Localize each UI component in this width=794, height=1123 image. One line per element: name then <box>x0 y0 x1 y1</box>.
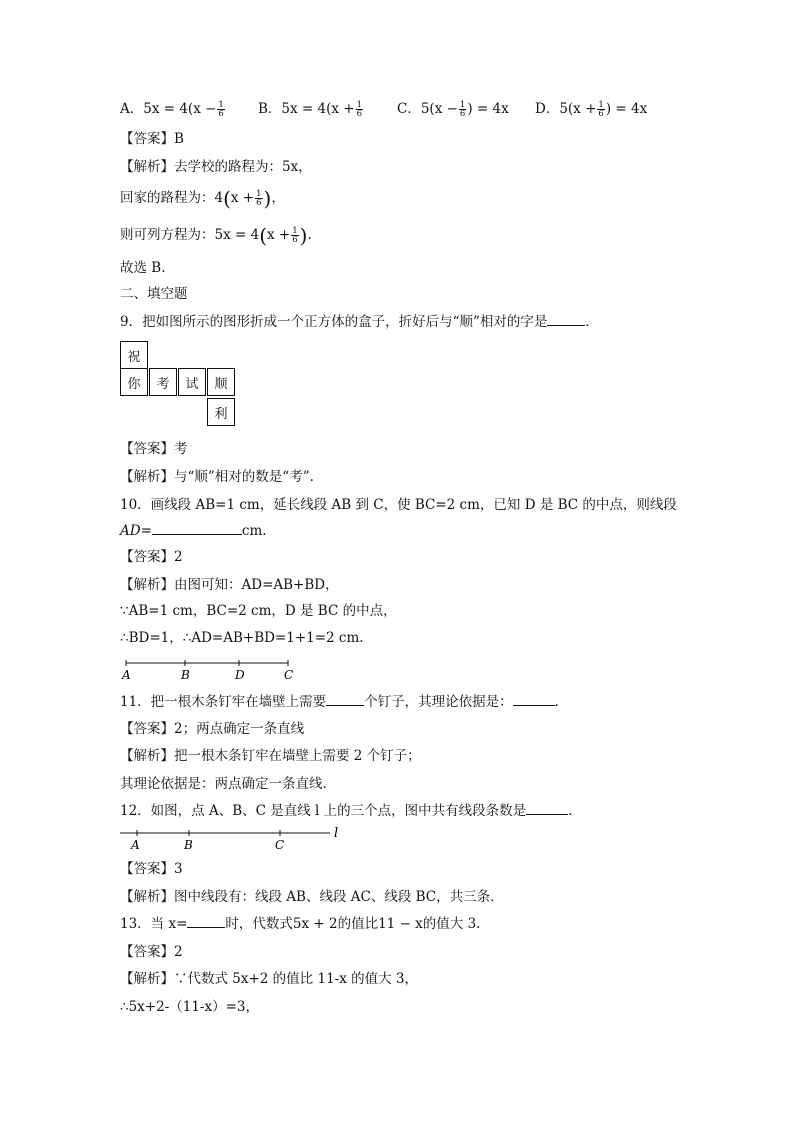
point-label: A <box>131 838 140 852</box>
option-b: B．5x = 4(x + $\frac{1}{6}$ <box>258 100 363 119</box>
q13-analysis-line2: ∴5x+2-（11-x）=3， <box>120 999 260 1015</box>
net-cell: 试 <box>178 368 206 396</box>
q12-stem: 12．如图，点 A、B、C 是直线 l 上的三个点，图中共有线段条数是 ． <box>120 803 582 819</box>
q10-analysis-line3: ∴BD=1，∴AD=AB+BD=1+1=2 cm. <box>120 630 364 646</box>
point-label: B <box>184 838 193 852</box>
fraction: $\frac{1}{6}$ <box>356 100 363 119</box>
section-title: 二、填空题 <box>120 286 188 302</box>
q12-line-figure <box>118 826 348 852</box>
option-a: A．5x = 4(x − $\frac{1}{6}$ <box>120 100 224 119</box>
q8-answer: 【答案】B <box>120 131 184 147</box>
answer-blank <box>526 802 568 815</box>
point-label: B <box>181 668 190 682</box>
q13-stem: 13．当 x= 时，代数式5x + 2的值比11 − x的值大 3. <box>120 916 481 932</box>
q11-stem: 11．把一根木条钉牢在墙壁上需要 个钉子，其理论依据是： ． <box>120 694 569 710</box>
q11-analysis-line2: 其理论依据是：两点确定一条直线． <box>120 776 336 792</box>
q9-stem: 9．把如图所示的图形折成一个正方体的盒子，折好后与“顺”相对的字是 ． <box>120 314 599 330</box>
q10-answer: 【答案】2 <box>120 549 183 565</box>
q10-analysis-line2: ∵AB=1 cm，BC=2 cm，D 是 BC 的中点， <box>120 603 397 619</box>
point-label: C <box>275 838 285 852</box>
q12-answer: 【答案】3 <box>120 861 183 877</box>
q9-analysis: 【解析】与“顺”相对的数是“考”. <box>120 469 314 485</box>
fraction: $\frac{1}{6}$ <box>598 100 604 119</box>
line-label: l <box>334 826 339 841</box>
q8-conclusion: 故选 B. <box>120 260 166 276</box>
point-label: C <box>284 668 294 682</box>
q11-answer: 【答案】2；两点确定一条直线 <box>120 721 305 737</box>
answer-blank <box>152 522 242 535</box>
fraction: $\frac{1}{6}$ <box>459 100 466 119</box>
answer-blank <box>187 915 225 928</box>
q13-answer: 【答案】2 <box>120 944 183 960</box>
net-cell: 顺 <box>207 368 235 396</box>
net-cell: 祝 <box>120 341 148 369</box>
q11-analysis: 【解析】把一根木条钉牢在墙壁上需要 2 个钉子； <box>120 748 421 764</box>
q13-analysis: 【解析】∵代数式 5x+2 的值比 11-x 的值大 3， <box>120 971 419 987</box>
q8-analysis-line2: 回家的路程为：4(x + $\frac{1}{6}$ )， <box>120 186 285 211</box>
option-d: D．5(x + $\frac{1}{6}$ ) = 4x <box>535 100 648 119</box>
fraction: $\frac{1}{6}$ <box>218 100 224 119</box>
net-cell: 考 <box>149 368 177 396</box>
net-cell: 你 <box>120 368 148 396</box>
q12-analysis: 【解析】图中线段有：线段 AB、线段 AC、线段 BC，共三条． <box>120 889 504 905</box>
fraction: $\frac{1}{6}$ <box>292 226 298 245</box>
q10-stem: 10．画线段 AB=1 cm，延长线段 AB 到 C，使 BC=2 cm，已知 D 是 BC 的中点，则线段 <box>120 497 677 513</box>
q10-segment-figure <box>118 657 298 683</box>
q10-analysis: 【解析】由图可知：AD=AB+BD， <box>120 577 339 593</box>
answer-blank <box>547 313 585 326</box>
q8-analysis-line3: 则可列方程为：5x = 4(x + $\frac{1}{6}$ ). <box>120 223 312 248</box>
answer-blank <box>326 693 364 706</box>
q9-answer: 【答案】考 <box>120 441 188 457</box>
fraction: $\frac{1}{6}$ <box>256 189 262 208</box>
q8-analysis: 【解析】去学校的路程为：5x， <box>120 159 312 175</box>
point-label: A <box>122 668 131 682</box>
answer-blank <box>513 693 555 706</box>
point-label: D <box>235 668 245 682</box>
net-cell: 利 <box>207 398 235 426</box>
option-c: C．5(x − $\frac{1}{6}$ ) = 4x <box>397 100 509 119</box>
q10-stem-line2: AD= cm. <box>120 523 267 539</box>
